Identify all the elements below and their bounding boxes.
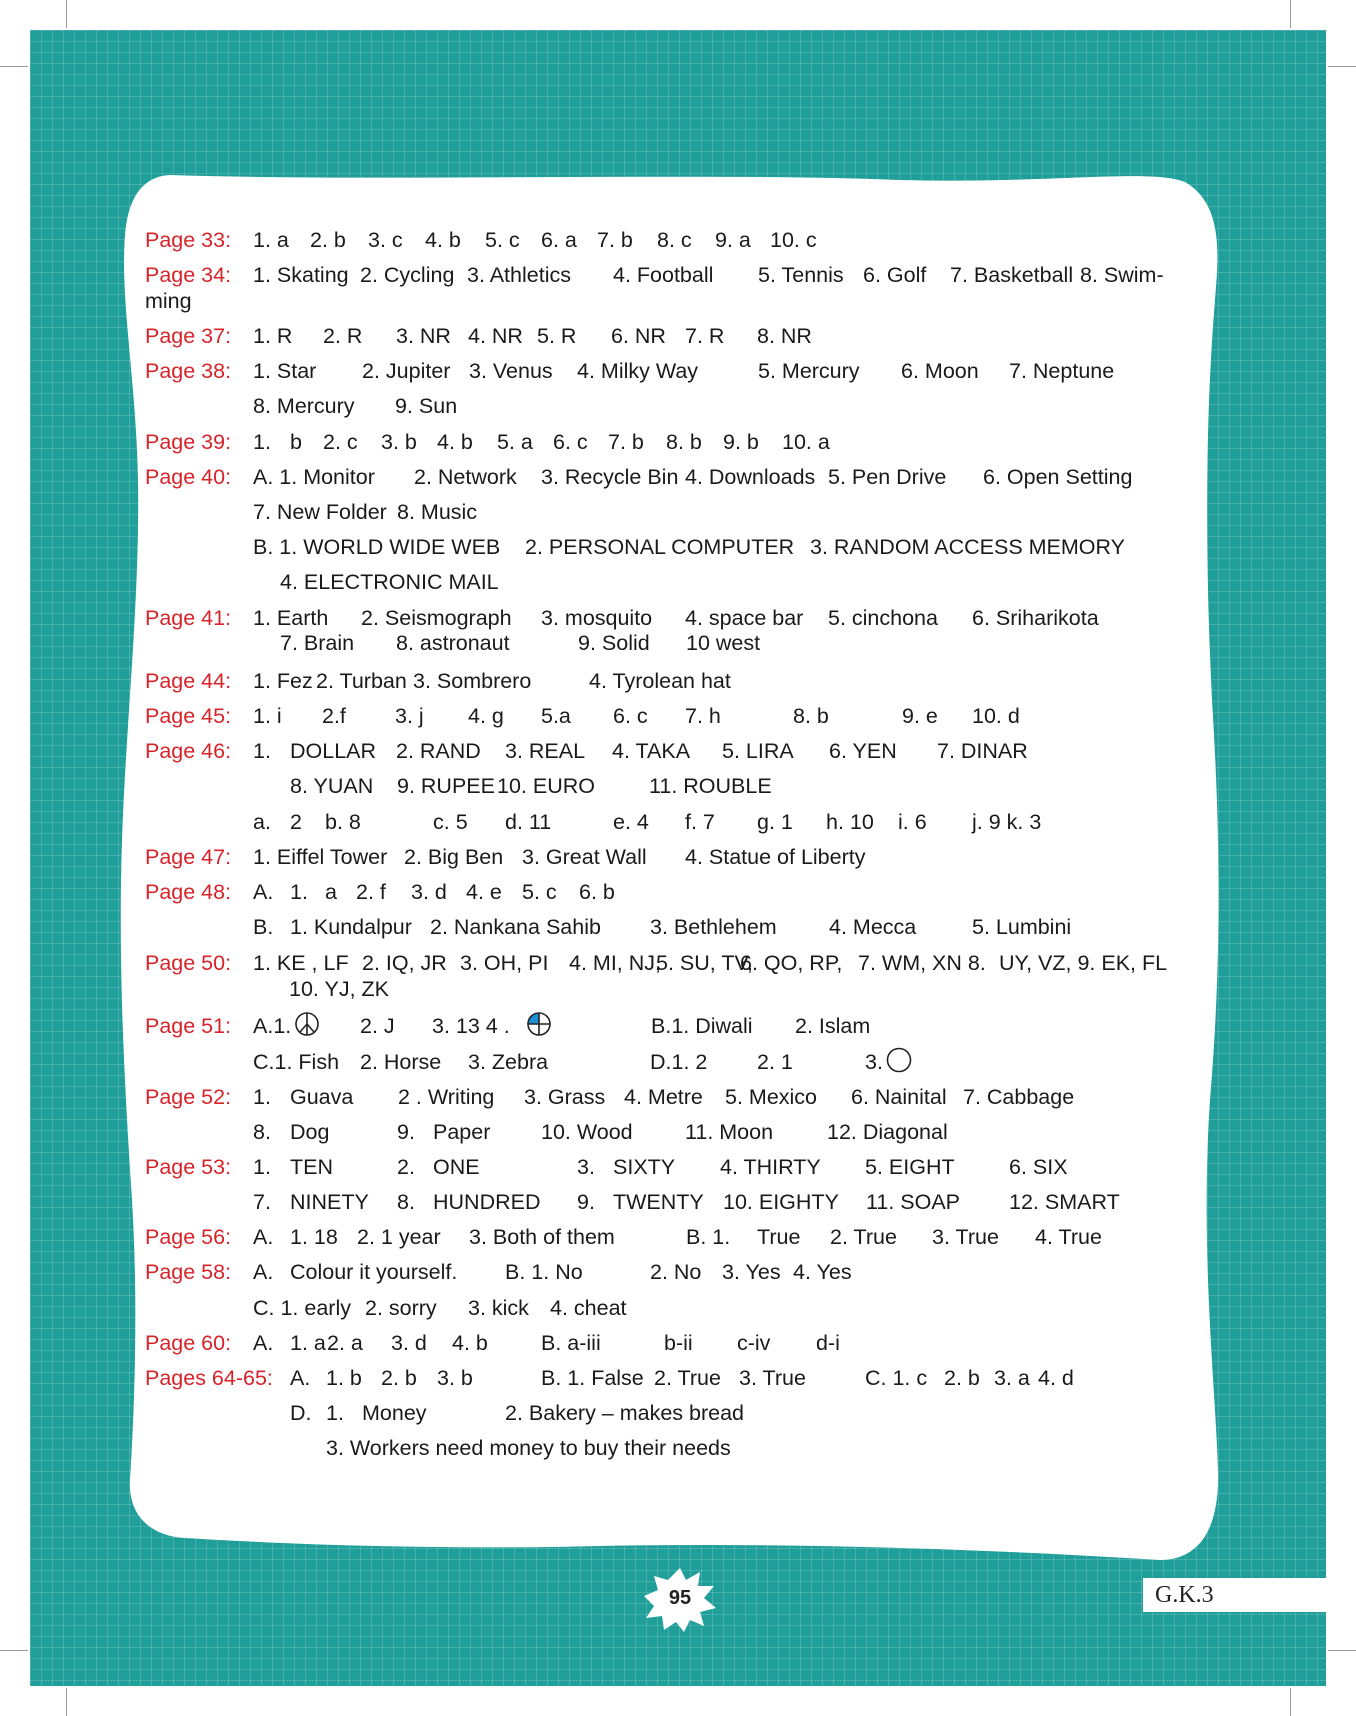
answer-item: 5. R (537, 324, 577, 348)
answer-item: 3. b (381, 430, 417, 454)
answer-item: b. 8 (325, 810, 361, 834)
answer-item: C.1. Fish (253, 1050, 340, 1074)
page-label: Page 50: (145, 951, 232, 975)
answer-item: 9. e (902, 704, 938, 728)
answer-item: 3. Both of them (469, 1225, 615, 1249)
answer-item: 2. sorry (365, 1296, 437, 1320)
answer-item: 8. NR (757, 324, 812, 348)
answer-item: 3. (865, 1050, 883, 1074)
answer-item: 2. PERSONAL COMPUTER (525, 535, 795, 559)
answer-item: 6. Moon (901, 359, 979, 383)
answer-item: 3. OH, PI (460, 951, 549, 975)
answer-item: 5. Lumbini (972, 915, 1072, 939)
answer-item: 10 west (686, 631, 761, 655)
answer-item: 2. True (830, 1225, 897, 1249)
answer-item: 4. Metre (624, 1085, 703, 1109)
answer-item: 10. EURO (497, 774, 595, 798)
answer-item: 9. (577, 1190, 595, 1214)
peace-symbol-icon (293, 1010, 321, 1038)
answer-item: 5. Mexico (725, 1085, 818, 1109)
answer-item: 2. 1 year (357, 1225, 441, 1249)
answer-item: 9. RUPEE (397, 774, 495, 798)
answer-item: 4. b (425, 228, 461, 252)
answer-item: UY, VZ, 9. EK, FL (999, 951, 1168, 975)
answer-item: 4. Tyrolean hat (589, 669, 731, 693)
answer-item: 10. YJ, ZK (289, 977, 389, 1001)
answer-item: 3. mosquito (541, 606, 653, 630)
answer-item: b-ii (664, 1331, 693, 1355)
answer-item: 3. j (395, 704, 424, 728)
answer-item: 8. b (793, 704, 829, 728)
answer-item: b (290, 430, 302, 454)
answer-item: A. (253, 1225, 274, 1249)
answer-item: 3. (577, 1155, 595, 1179)
answer-item: A. 1. Monitor (253, 465, 375, 489)
answer-item: 4. Mecca (829, 915, 917, 939)
answer-item: 6. Golf (863, 263, 927, 287)
answer-item: 3. Bethlehem (650, 915, 777, 939)
answer-item: 7. DINAR (937, 739, 1028, 763)
answer-item: C. 1. c (865, 1366, 928, 1390)
answer-item: 1. (253, 1085, 271, 1109)
answer-item: NINETY (290, 1190, 369, 1214)
answer-item: 2. b (944, 1366, 980, 1390)
answer-item: 5. SU, TV, (656, 951, 753, 975)
answer-item: 3. c (368, 228, 403, 252)
answer-item: 10. c (770, 228, 817, 252)
answer-item: 2. b (310, 228, 346, 252)
answer-item: 2 . Writing (398, 1085, 495, 1109)
answer-item: 3. a (994, 1366, 1030, 1390)
page-label: Page 47: (145, 845, 232, 869)
answer-item: Guava (290, 1085, 354, 1109)
answer-item: 5. a (497, 430, 533, 454)
answer-item: 3. kick (468, 1296, 529, 1320)
answer-item: 2. a (327, 1331, 363, 1355)
answer-item: 2 (290, 810, 302, 834)
answer-item: 4. TAKA (612, 739, 691, 763)
answer-item: 7. R (685, 324, 725, 348)
page-label: Page 44: (145, 669, 232, 693)
answer-item: 3. NR (396, 324, 451, 348)
answer-item: 4. cheat (550, 1296, 627, 1320)
answer-item: a. (253, 810, 271, 834)
answer-item: 7. b (608, 430, 644, 454)
answer-item: 6. Sriharikota (972, 606, 1099, 630)
answer-item: 1. (253, 739, 271, 763)
page-label: Page 41: (145, 606, 232, 630)
answer-item: 7. Cabbage (963, 1085, 1075, 1109)
answer-item: 2. Turban (316, 669, 407, 693)
answer-item: g. 1 (757, 810, 793, 834)
answer-item: 2. No (650, 1260, 702, 1284)
answer-item: 3. Zebra (468, 1050, 549, 1074)
answer-item: 5. Mercury (758, 359, 860, 383)
answer-item: 2. IQ, JR (362, 951, 447, 975)
answer-item: d. 11 (505, 810, 552, 834)
answer-item: 5.a (541, 704, 571, 728)
answer-item: 2. b (381, 1366, 417, 1390)
answer-item: i. 6 (898, 810, 927, 834)
answer-item: 8. Mercury (253, 394, 355, 418)
answer-item: 2. c (323, 430, 358, 454)
answer-item: 2. Jupiter (362, 359, 451, 383)
answer-item: B. (253, 915, 274, 939)
page-label: Page 40: (145, 465, 232, 489)
answer-item: 11. Moon (685, 1120, 774, 1144)
answer-item: 7. Neptune (1009, 359, 1115, 383)
answer-item: 1. Kundalpur (290, 915, 412, 939)
answer-item: True (757, 1225, 801, 1249)
page-label: Page 51: (145, 1014, 232, 1038)
answer-item: 9. (397, 1120, 415, 1144)
answer-item: 1. Eiffel Tower (253, 845, 388, 869)
answer-item: 2. 1 (757, 1050, 793, 1074)
answer-item: 7. b (597, 228, 633, 252)
answer-item: 7. (253, 1190, 271, 1214)
answer-item: A. (253, 880, 274, 904)
answer-item: 6. NR (611, 324, 666, 348)
answer-item: A. (253, 1331, 274, 1355)
page-label: Pages 64-65: (145, 1366, 273, 1390)
answer-item: TEN (290, 1155, 333, 1179)
answer-item: 7. Basketball (950, 263, 1074, 287)
answer-item: 6. b (579, 880, 615, 904)
answer-item: 8. astronaut (396, 631, 510, 655)
answer-item: 8. Swim- (1080, 263, 1164, 287)
answer-item: 6. c (613, 704, 648, 728)
answer-item: 2. Big Ben (404, 845, 504, 869)
answer-item: 10. a (782, 430, 830, 454)
answer-item: 2. R (323, 324, 363, 348)
answer-item: 3. True (739, 1366, 806, 1390)
answer-item: 1. 18 (290, 1225, 338, 1249)
answer-item: 4. d (1038, 1366, 1074, 1390)
answer-item: 3. True (932, 1225, 999, 1249)
book-title: G.K.3 (1155, 1582, 1214, 1608)
answer-item: SIXTY (613, 1155, 676, 1179)
answer-item: 7. New Folder (253, 500, 387, 524)
answer-item: 2. RAND (396, 739, 481, 763)
answer-item: 3. Workers need money to buy their needs (326, 1436, 731, 1460)
page-label: Page 46: (145, 739, 232, 763)
answer-item: 12. SMART (1009, 1190, 1120, 1214)
answer-item: 6. SIX (1009, 1155, 1068, 1179)
answer-item: 3. Great Wall (522, 845, 647, 869)
answer-item: D. (290, 1401, 312, 1425)
answer-item: B. a-iii (541, 1331, 601, 1355)
answer-item: 1. R (253, 324, 293, 348)
page-label: Page 53: (145, 1155, 232, 1179)
answer-item: 8. YUAN (290, 774, 374, 798)
answer-item: 4. NR (468, 324, 523, 348)
answer-item: 2. True (654, 1366, 721, 1390)
answer-item: c-iv (737, 1331, 771, 1355)
answer-item: 5. c (485, 228, 520, 252)
answer-item: 1. KE , LF (253, 951, 349, 975)
answer-item: 5. EIGHT (865, 1155, 955, 1179)
answer-item: 2. Seismograph (361, 606, 512, 630)
answer-item: 3. Sombrero (413, 669, 532, 693)
answer-item: 6. a (541, 228, 577, 252)
answer-item: 10. Wood (541, 1120, 633, 1144)
page-label: Page 33: (145, 228, 232, 252)
answer-item: e. 4 (613, 810, 649, 834)
answer-item: 1. a (253, 228, 289, 252)
answer-item: 2. Cycling (360, 263, 455, 287)
answer-item: 1. (253, 1155, 271, 1179)
answer-item: 3. d (391, 1331, 427, 1355)
answer-item: 9. a (715, 228, 751, 252)
answer-item: 1. (326, 1401, 344, 1425)
page-label: Page 58: (145, 1260, 232, 1284)
answer-item: 1. i (253, 704, 282, 728)
answer-item: 1. Star (253, 359, 317, 383)
answer-item: 5. c (522, 880, 557, 904)
answer-item: h. 10 (826, 810, 874, 834)
answer-item: 3. REAL (505, 739, 586, 763)
circle-icon (885, 1046, 913, 1074)
answer-item: 2. Nankana Sahib (430, 915, 601, 939)
answer-item: 8. b (666, 430, 702, 454)
answer-item: 3. Athletics (467, 263, 571, 287)
page-label: Page 56: (145, 1225, 232, 1249)
answer-item: 1. Earth (253, 606, 329, 630)
answer-item: A. (290, 1366, 311, 1390)
page-label: Page 60: (145, 1331, 232, 1355)
answer-item: Colour it yourself. (290, 1260, 458, 1284)
page-label: Page 45: (145, 704, 232, 728)
answer-item: 7. Brain (280, 631, 355, 655)
answer-item: 8. (397, 1190, 415, 1214)
answer-item: 4. g (468, 704, 504, 728)
page-label: Page 37: (145, 324, 232, 348)
answer-item: 3. Yes (722, 1260, 781, 1284)
answer-item: 4. Downloads (685, 465, 816, 489)
answer-item: 1. (253, 430, 271, 454)
answer-item: B. 1. (686, 1225, 731, 1249)
answer-item: 1. b (326, 1366, 362, 1390)
page-number: 95 (668, 1587, 692, 1609)
answer-item: 10. d (972, 704, 1020, 728)
page-label: Page 34: (145, 263, 232, 287)
answer-item: 10. EIGHTY (723, 1190, 839, 1214)
answer-item: 2. Horse (360, 1050, 442, 1074)
answer-item: 7. WM, XN 8. (858, 951, 986, 975)
answer-item: D.1. 2 (650, 1050, 708, 1074)
answer-item: 12. Diagonal (827, 1120, 948, 1144)
answer-item: a (325, 880, 337, 904)
page-label: Page 39: (145, 430, 232, 454)
answer-item: 6. Nainital (851, 1085, 947, 1109)
answer-item: 3. b (437, 1366, 473, 1390)
answer-item: 4. THIRTY (720, 1155, 821, 1179)
answer-item: 1. a (290, 1331, 326, 1355)
answer-item: 2. (397, 1155, 415, 1179)
answer-item: B. 1. False (541, 1366, 644, 1390)
answer-item: 3. d (411, 880, 447, 904)
answer-item: 2. f (356, 880, 386, 904)
answer-item: 4. b (437, 430, 473, 454)
answer-item: B. 1. WORLD WIDE WEB (253, 535, 501, 559)
answer-item: 2.f (322, 704, 346, 728)
answer-item: 3. Grass (524, 1085, 606, 1109)
answer-item: 1. (290, 880, 308, 904)
answer-item: Dog (290, 1120, 330, 1144)
answer-item: 3. Recycle Bin (541, 465, 679, 489)
answer-item: 4. Milky Way (577, 359, 699, 383)
answer-item: B. 1. No (505, 1260, 583, 1284)
answer-item: TWENTY (613, 1190, 704, 1214)
answer-item: 8. Music (397, 500, 478, 524)
answer-item: 4. Yes (793, 1260, 852, 1284)
answer-item: 5. Pen Drive (828, 465, 947, 489)
answer-item: 8. c (657, 228, 692, 252)
answer-item: 5. cinchona (828, 606, 938, 630)
answer-item: 6. c (553, 430, 588, 454)
answer-item: 9. b (723, 430, 759, 454)
answer-item: 6. Open Setting (983, 465, 1133, 489)
answer-item: 1. Fez (253, 669, 313, 693)
answer-item: 4. Statue of Liberty (685, 845, 866, 869)
answer-item: Paper (433, 1120, 491, 1144)
answer-item: 5. LIRA (722, 739, 794, 763)
answer-item: 6. QO, RP, (740, 951, 843, 975)
answer-item: 6. YEN (829, 739, 897, 763)
answer-item: 2. Islam (795, 1014, 871, 1038)
answer-item: 3. Venus (469, 359, 553, 383)
answer-item: C. 1. early (253, 1296, 351, 1320)
answer-item: 9. Solid (578, 631, 650, 655)
answer-item: 2. Network (414, 465, 517, 489)
page-label: Page 38: (145, 359, 232, 383)
answer-item: 4. space bar (685, 606, 804, 630)
answer-item: 3. RANDOM ACCESS MEMORY (810, 535, 1125, 559)
answer-item: 4. True (1035, 1225, 1102, 1249)
answer-item: A.1. (253, 1014, 292, 1038)
answer-item: DOLLAR (290, 739, 377, 763)
answer-item: 4. b (452, 1331, 488, 1355)
answer-item: 4. MI, NJ, (569, 951, 661, 975)
answer-item: ONE (433, 1155, 480, 1179)
answer-item: 8. (253, 1120, 271, 1144)
answer-item: B.1. Diwali (651, 1014, 753, 1038)
answer-item: Money (362, 1401, 427, 1425)
answer-item: 11. ROUBLE (649, 774, 772, 798)
answer-item: 9. Sun (395, 394, 458, 418)
answer-item: 2. Bakery – makes bread (505, 1401, 745, 1425)
answer-item: c. 5 (433, 810, 468, 834)
answer-item: j. 9 k. 3 (972, 810, 1042, 834)
answer-item: 7. h (685, 704, 721, 728)
answer-item: 4. ELECTRONIC MAIL (280, 570, 499, 594)
answer-item: 2. J (360, 1014, 395, 1038)
answer-item: d-i (816, 1331, 840, 1355)
book-title-tag (1143, 1578, 1326, 1612)
page-label: Page 52: (145, 1085, 232, 1109)
answer-item: 1. Skating (253, 263, 349, 287)
page-label: Page 48: (145, 880, 232, 904)
quarter-circle-icon (525, 1010, 553, 1038)
answer-item: 3. 13 4 . (432, 1014, 510, 1038)
answer-item: 11. SOAP (866, 1190, 961, 1214)
answer-item: 5. Tennis (758, 263, 844, 287)
answer-item: 4. e (466, 880, 502, 904)
answer-item: f. 7 (685, 810, 715, 834)
answer-item: 4. Football (613, 263, 714, 287)
answer-item: HUNDRED (433, 1190, 541, 1214)
answer-item: ming (145, 289, 192, 313)
answer-item: A. (253, 1260, 274, 1284)
